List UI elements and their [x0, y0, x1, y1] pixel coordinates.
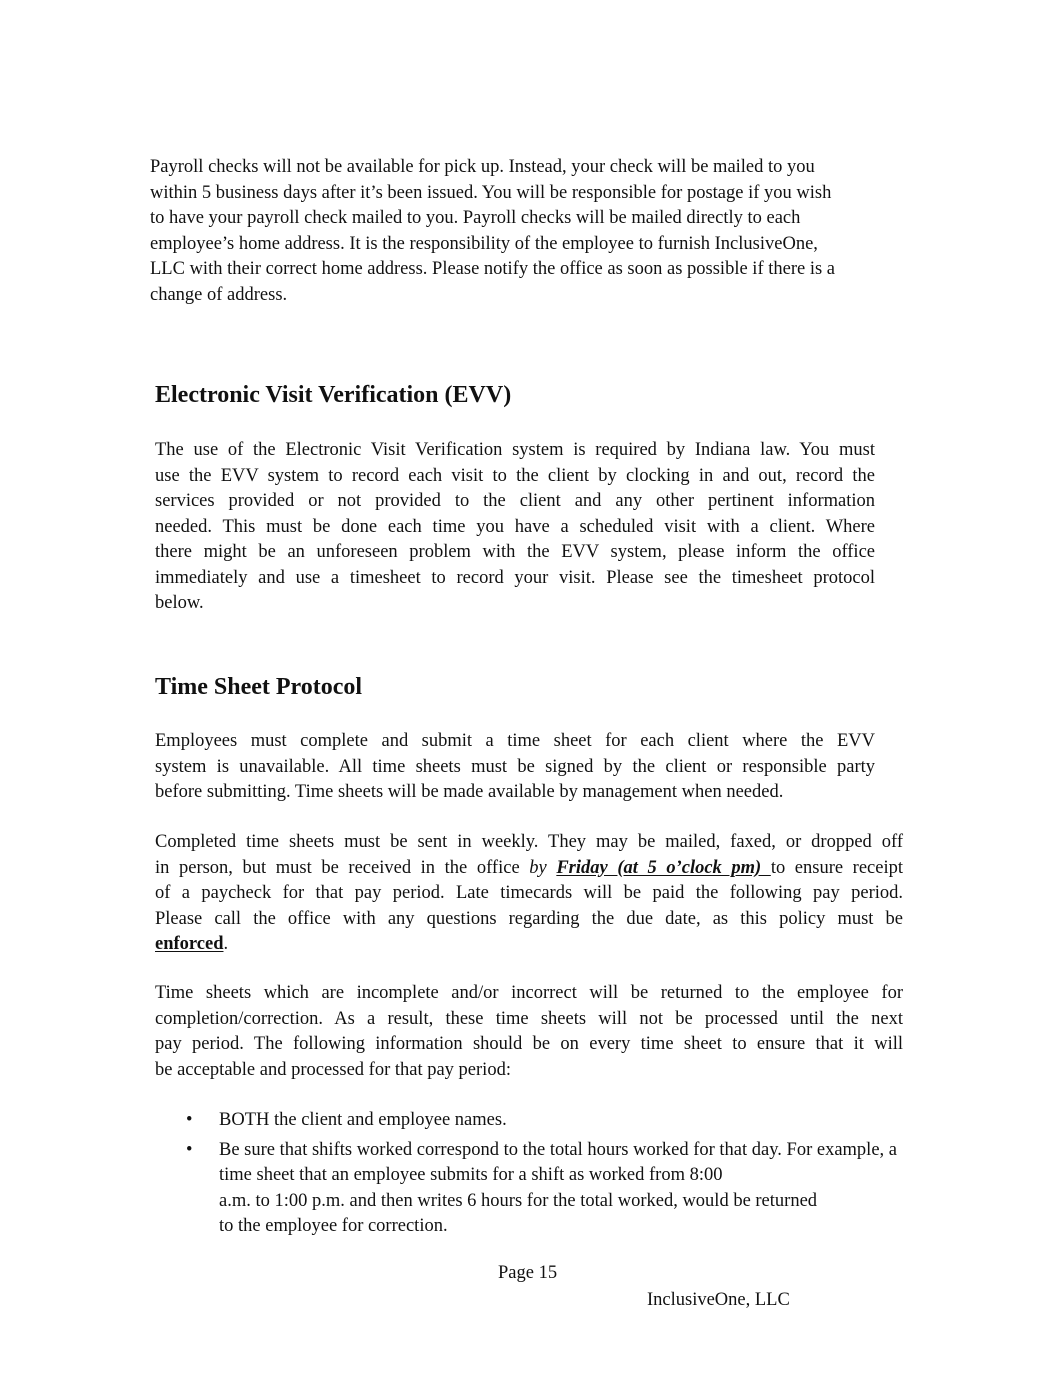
- timesheet-p2-line: [155, 856, 903, 882]
- enforced-emphasis: enforced: [155, 934, 224, 954]
- payroll-paragraph: [150, 155, 930, 308]
- evv-line: use the EVV system to record each visit to the client by clocking in and out, record the: [155, 465, 875, 486]
- evv-paragraph: [155, 438, 875, 617]
- list-item-line: BOTH the client and employee names.: [219, 1110, 507, 1130]
- list-item-line: time sheet that an employee submits for a shift as worked from 8:00: [219, 1165, 723, 1185]
- timesheet-paragraph-3: [155, 981, 903, 1083]
- timesheet-p2-line: Please call the office with any questions regarding the due date, as this policy must be: [155, 908, 903, 929]
- timesheet-p1-line: before submitting. Time sheets will be made available by management when needed.: [155, 782, 784, 802]
- timesheet-p2-text: to ensure receipt: [770, 857, 904, 878]
- timesheet-p2-line: of a paycheck for that pay period. Late timecards will be paid the following pay period.: [155, 883, 903, 903]
- timesheet-p2-text: in person, but must be received in the office: [155, 857, 530, 878]
- requirements-list: [184, 1108, 897, 1244]
- deadline-by: by: [529, 857, 547, 878]
- evv-line: services provided or not provided to the client and any other pertinent information: [155, 491, 875, 511]
- deadline-emphasis: Friday (at 5 o’clock pm): [556, 857, 771, 878]
- timesheet-p2-text: .: [223, 934, 229, 954]
- payroll-line: LLC with their correct home address. Please notify the office as soon as possible if there is a: [150, 259, 835, 279]
- timesheet-p3-line: pay period. The following information should be on every time sheet to ensure that it will: [155, 1034, 903, 1054]
- list-item: [184, 1108, 897, 1134]
- payroll-line: employee’s home address. It is the responsibility of the employee to furnish InclusiveOne,: [150, 233, 818, 254]
- evv-heading: Electronic Visit Verification (EVV): [155, 382, 512, 408]
- timesheet-paragraph-2: [155, 830, 903, 958]
- page-number: Page 15: [498, 1263, 558, 1283]
- timesheet-p1-line: system is unavailable. All time sheets must be signed by the client or responsible party: [155, 756, 875, 777]
- payroll-line: Payroll checks will not be available for pick up. Instead, your check will be mailed to you: [150, 157, 815, 177]
- payroll-line: change of address.: [150, 284, 288, 305]
- evv-line: needed. This must be done each time you have a scheduled visit with a client. Where: [155, 516, 875, 537]
- timesheet-p3-line: Time sheets which are incomplete and/or incorrect will be returned to the employee for: [155, 983, 903, 1003]
- timesheet-paragraph-1: [155, 729, 875, 806]
- payroll-line: within 5 business days after it’s been issued. You will be responsible for postage if you wish: [150, 182, 832, 203]
- payroll-line: to have your payroll check mailed to you. Payroll checks will be mailed directly to each: [150, 208, 801, 228]
- bullet-icon: •: [186, 1139, 193, 1160]
- timesheet-p1-line: Employees must complete and submit a time sheet for each client where the EVV: [155, 731, 875, 751]
- timesheet-p2-line: Completed time sheets must be sent in weekly. They may be mailed, faxed, or dropped off: [155, 832, 903, 852]
- evv-line: immediately and use a timesheet to record your visit. Please see the timesheet protocol: [155, 567, 875, 588]
- evv-line: The use of the Electronic Visit Verification system is required by Indiana law. You must: [155, 440, 875, 460]
- company-name: InclusiveOne, LLC: [647, 1290, 790, 1310]
- list-item: [184, 1138, 897, 1240]
- list-item-line: to the employee for correction.: [219, 1216, 448, 1236]
- timesheet-p3-line: completion/correction. As a result, these time sheets will not be processed until the next: [155, 1008, 903, 1029]
- timesheet-p3-line: be acceptable and processed for that pay period:: [155, 1059, 511, 1080]
- list-item-line: a.m. to 1:00 p.m. and then writes 6 hours for the total worked, would be returned: [219, 1190, 818, 1211]
- bullet-icon: •: [186, 1110, 193, 1130]
- evv-line: there might be an unforeseen problem with the EVV system, please inform the office: [155, 542, 875, 562]
- evv-line: below.: [155, 593, 204, 613]
- list-item-line: Be sure that shifts worked correspond to the total hours worked for that day. For example, a: [219, 1139, 897, 1160]
- timesheet-heading: Time Sheet Protocol: [155, 674, 363, 700]
- timesheet-p2-line: [155, 932, 903, 958]
